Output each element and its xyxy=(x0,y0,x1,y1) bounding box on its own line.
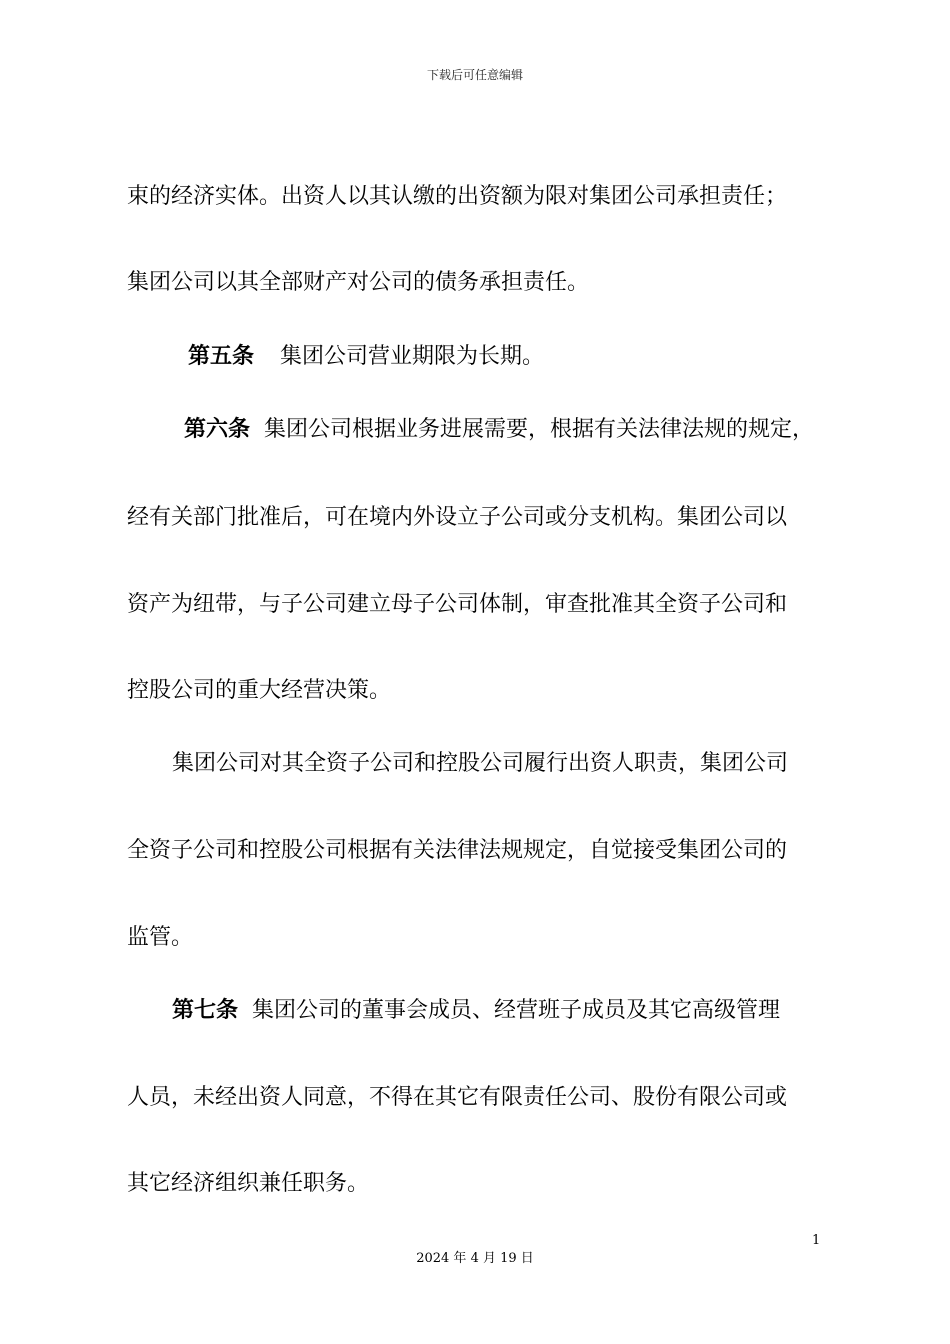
body-line: 控股公司的重大经营决策。 xyxy=(127,678,392,703)
page-number: 1 xyxy=(812,1233,821,1248)
article-7-paragraph xyxy=(0,996,950,1026)
footer-date: 2024 年 4 月 19 日 xyxy=(416,1251,534,1266)
article-7-heading: 第七条 xyxy=(172,998,239,1023)
body-line: 集团公司以其全部财产对公司的债务承担责任。 xyxy=(127,270,590,295)
body-line: 资产为纽带，与子公司建立母子公司体制，审查批准其全资子公司和 xyxy=(127,592,788,617)
body-line: 束的经济实体。出资人以其认缴的出资额为限对集团公司承担责任； xyxy=(127,184,788,209)
body-line: 全资子公司和控股公司根据有关法律法规规定，自觉接受集团公司的 xyxy=(127,838,788,863)
article-5-paragraph xyxy=(0,342,950,372)
body-line: 监管。 xyxy=(127,925,194,950)
article-7-text: 集团公司的董事会成员、经营班子成员及其它高级管理 xyxy=(252,998,781,1023)
body-line: 其它经济组织兼任职务。 xyxy=(127,1171,370,1196)
article-6-paragraph xyxy=(0,415,950,445)
body-line: 人员，未经出资人同意，不得在其它有限责任公司、股份有限公司或 xyxy=(127,1085,788,1110)
body-line: 集团公司对其全资子公司和控股公司履行出资人职责，集团公司 xyxy=(172,751,789,776)
header-note: 下载后可任意编辑 xyxy=(426,68,523,82)
body-line: 经有关部门批准后，可在境内外设立子公司或分支机构。集团公司以 xyxy=(127,505,788,530)
article-5-text: 集团公司营业期限为长期。 xyxy=(280,344,545,369)
article-6-heading: 第六条 xyxy=(184,417,251,442)
article-6-text: 集团公司根据业务进展需要，根据有关法律法规的规定， xyxy=(264,417,815,442)
article-5-heading: 第五条 xyxy=(188,344,255,369)
